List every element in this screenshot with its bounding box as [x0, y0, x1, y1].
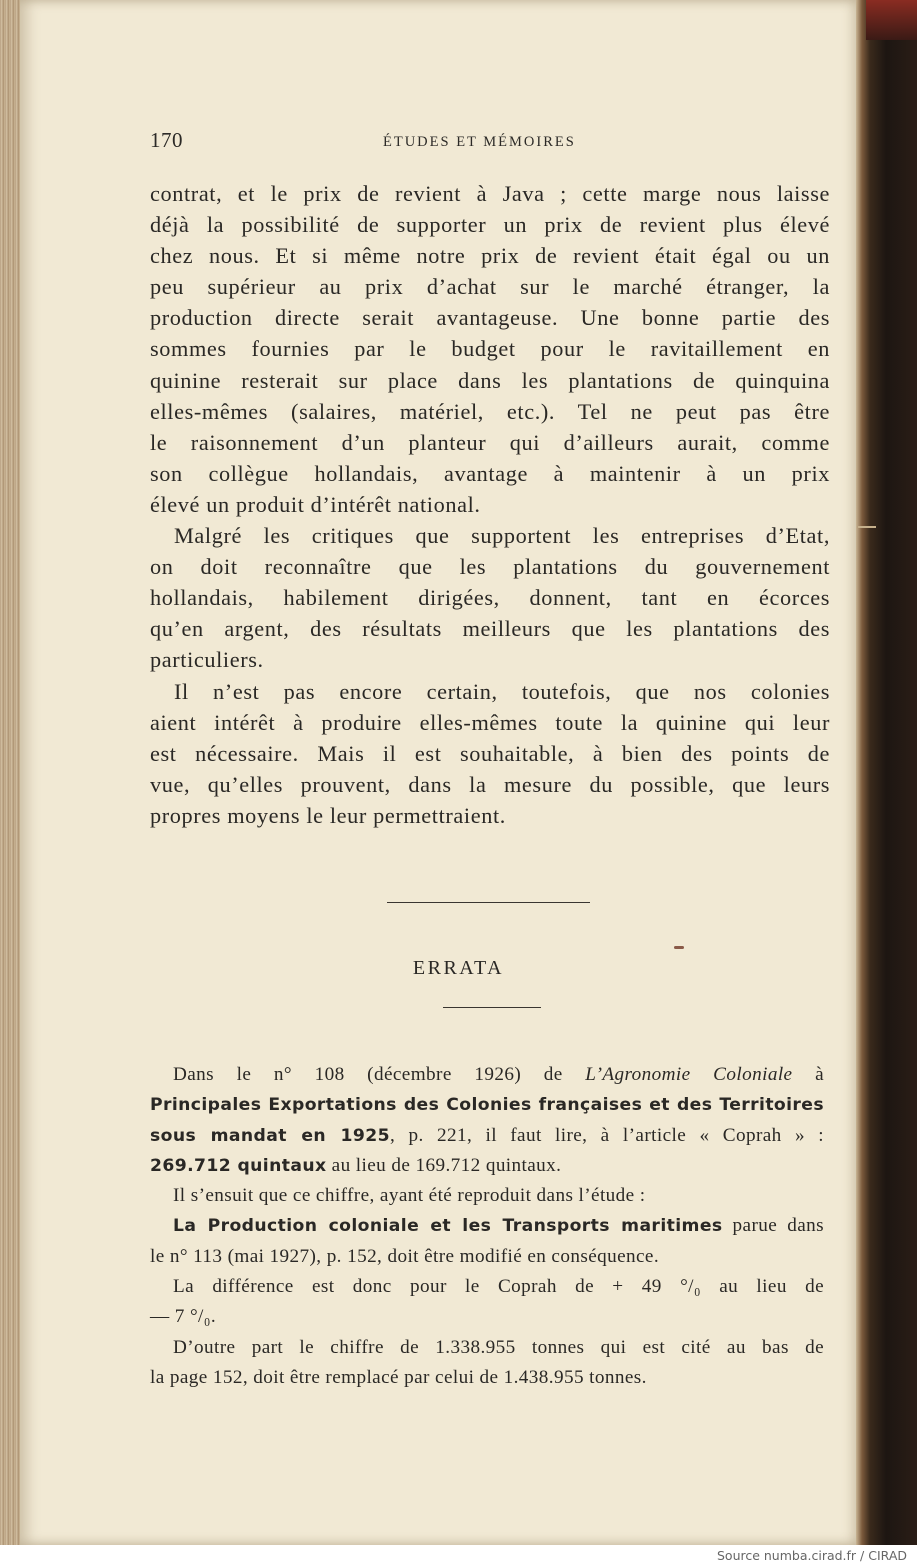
text-run: Dans le n° 108 (décembre 1926) de [173, 1064, 586, 1085]
text-line: elles-mêmes (salaires, matériel, etc.). Tel ne peut pas être [150, 398, 830, 424]
text-run: à [792, 1064, 824, 1085]
text-line: sommes fournies par le budget pour le ravitaillement en [150, 336, 830, 362]
errata-line: — 7 °/₀. [150, 1306, 217, 1328]
text-line: contrat, et le prix de revient à Java ; cette marge nous laisse [150, 181, 830, 206]
text-line: production directe serait avantageuse. Une bonne partie des [150, 305, 830, 331]
errata-line: D’outre part le chiffre de 1.338.955 tonnes qui est cité au bas de [173, 1336, 824, 1358]
source-credit: Source numba.cirad.fr / CIRAD [716, 1548, 907, 1563]
text-run: La Production coloniale et les Transports maritimes [173, 1216, 723, 1237]
text-line: vue, qu’elles prouvent, dans la mesure du possible, que leurs [150, 771, 830, 797]
errata-line: La différence est donc pour le Coprah de + 49 °/₀ au lieu de [173, 1276, 824, 1298]
book-right-edge [856, 0, 917, 1545]
errata-line: la page 152, doit être remplacé par celui de 1.438.955 tonnes. [150, 1366, 647, 1388]
errata-line [150, 1211, 824, 1241]
text-line: particuliers. [150, 647, 264, 673]
text-line: le raisonnement d’un planteur qui d’ailleurs aurait, comme [150, 429, 830, 455]
text-line: son collègue hollandais, avantage à maintenir à un prix [150, 460, 830, 486]
journal-title: L’Agronomie Coloniale [585, 1064, 793, 1085]
text-line: peu supérieur au prix d’achat sur le marché étranger, la [150, 274, 830, 300]
text-line: hollandais, habilement dirigées, donnent, tant en écorces [150, 585, 830, 611]
text-line: Il n’est pas encore certain, toutefois, que nos colonies [174, 678, 830, 704]
text-line: on doit reconnaître que les plantations du gouvernement [150, 554, 830, 580]
ink-mark [674, 946, 684, 949]
paragraph-1 [150, 178, 830, 520]
page-number: 170 [150, 128, 183, 152]
text-line: aient intérêt à produire elles-mêmes toute la quinine qui leur [150, 709, 830, 735]
binding-corner [866, 0, 917, 40]
text-line: est nécessaire. Mais il est souhaitable, à bien des points de [150, 740, 830, 766]
errata-text [150, 1060, 824, 1393]
paragraph-3 [150, 676, 830, 831]
text-line: chez nous. Et si même notre prix de revient était égal ou un [150, 243, 830, 269]
running-head: ÉTUDES ET MÉMOIRES [383, 134, 576, 150]
book-left-edge [0, 0, 22, 1545]
text-run: , p. 221, il faut lire, à l’article « Coprah » : [389, 1124, 824, 1146]
text-run: 269.712 quintaux [150, 1155, 327, 1176]
text-line: propres moyens le leur permettraient. [150, 802, 506, 828]
margin-mark [858, 526, 876, 528]
text-line: élevé un produit d’intérêt national. [150, 491, 481, 517]
text-line: quinine resterait sur place dans les plantations de quinquina [150, 367, 830, 393]
body-text [150, 178, 830, 831]
errata-title: ERRATA [412, 957, 505, 979]
errata-line: le n° 113 (mai 1927), p. 152, doit être modifié en conséquence. [150, 1245, 660, 1267]
title-underline [443, 1007, 541, 1008]
errata-line: Il s’ensuit que ce chiffre, ayant été reproduit dans l’étude : [173, 1185, 646, 1207]
paragraph-2 [150, 520, 830, 675]
text-line: déjà la possibilité de supporter un prix de revient plus élevé [150, 212, 830, 238]
text-run: au lieu de 169.712 quintaux. [326, 1154, 562, 1176]
section-divider [387, 902, 590, 903]
errata-line [150, 1121, 824, 1151]
text-run: parue dans [722, 1215, 824, 1237]
errata-line: Principales Exportations des Colonies françaises et des Territoires [150, 1095, 824, 1116]
page-header [150, 128, 830, 160]
errata-line [150, 1151, 824, 1181]
text-line: Malgré les critiques que supportent les entreprises d’Etat, [174, 523, 830, 549]
text-line: qu’en argent, des résultats meilleurs que les plantations des [150, 616, 830, 642]
text-run: sous mandat en 1925 [150, 1125, 390, 1146]
errata-line [150, 1060, 824, 1090]
